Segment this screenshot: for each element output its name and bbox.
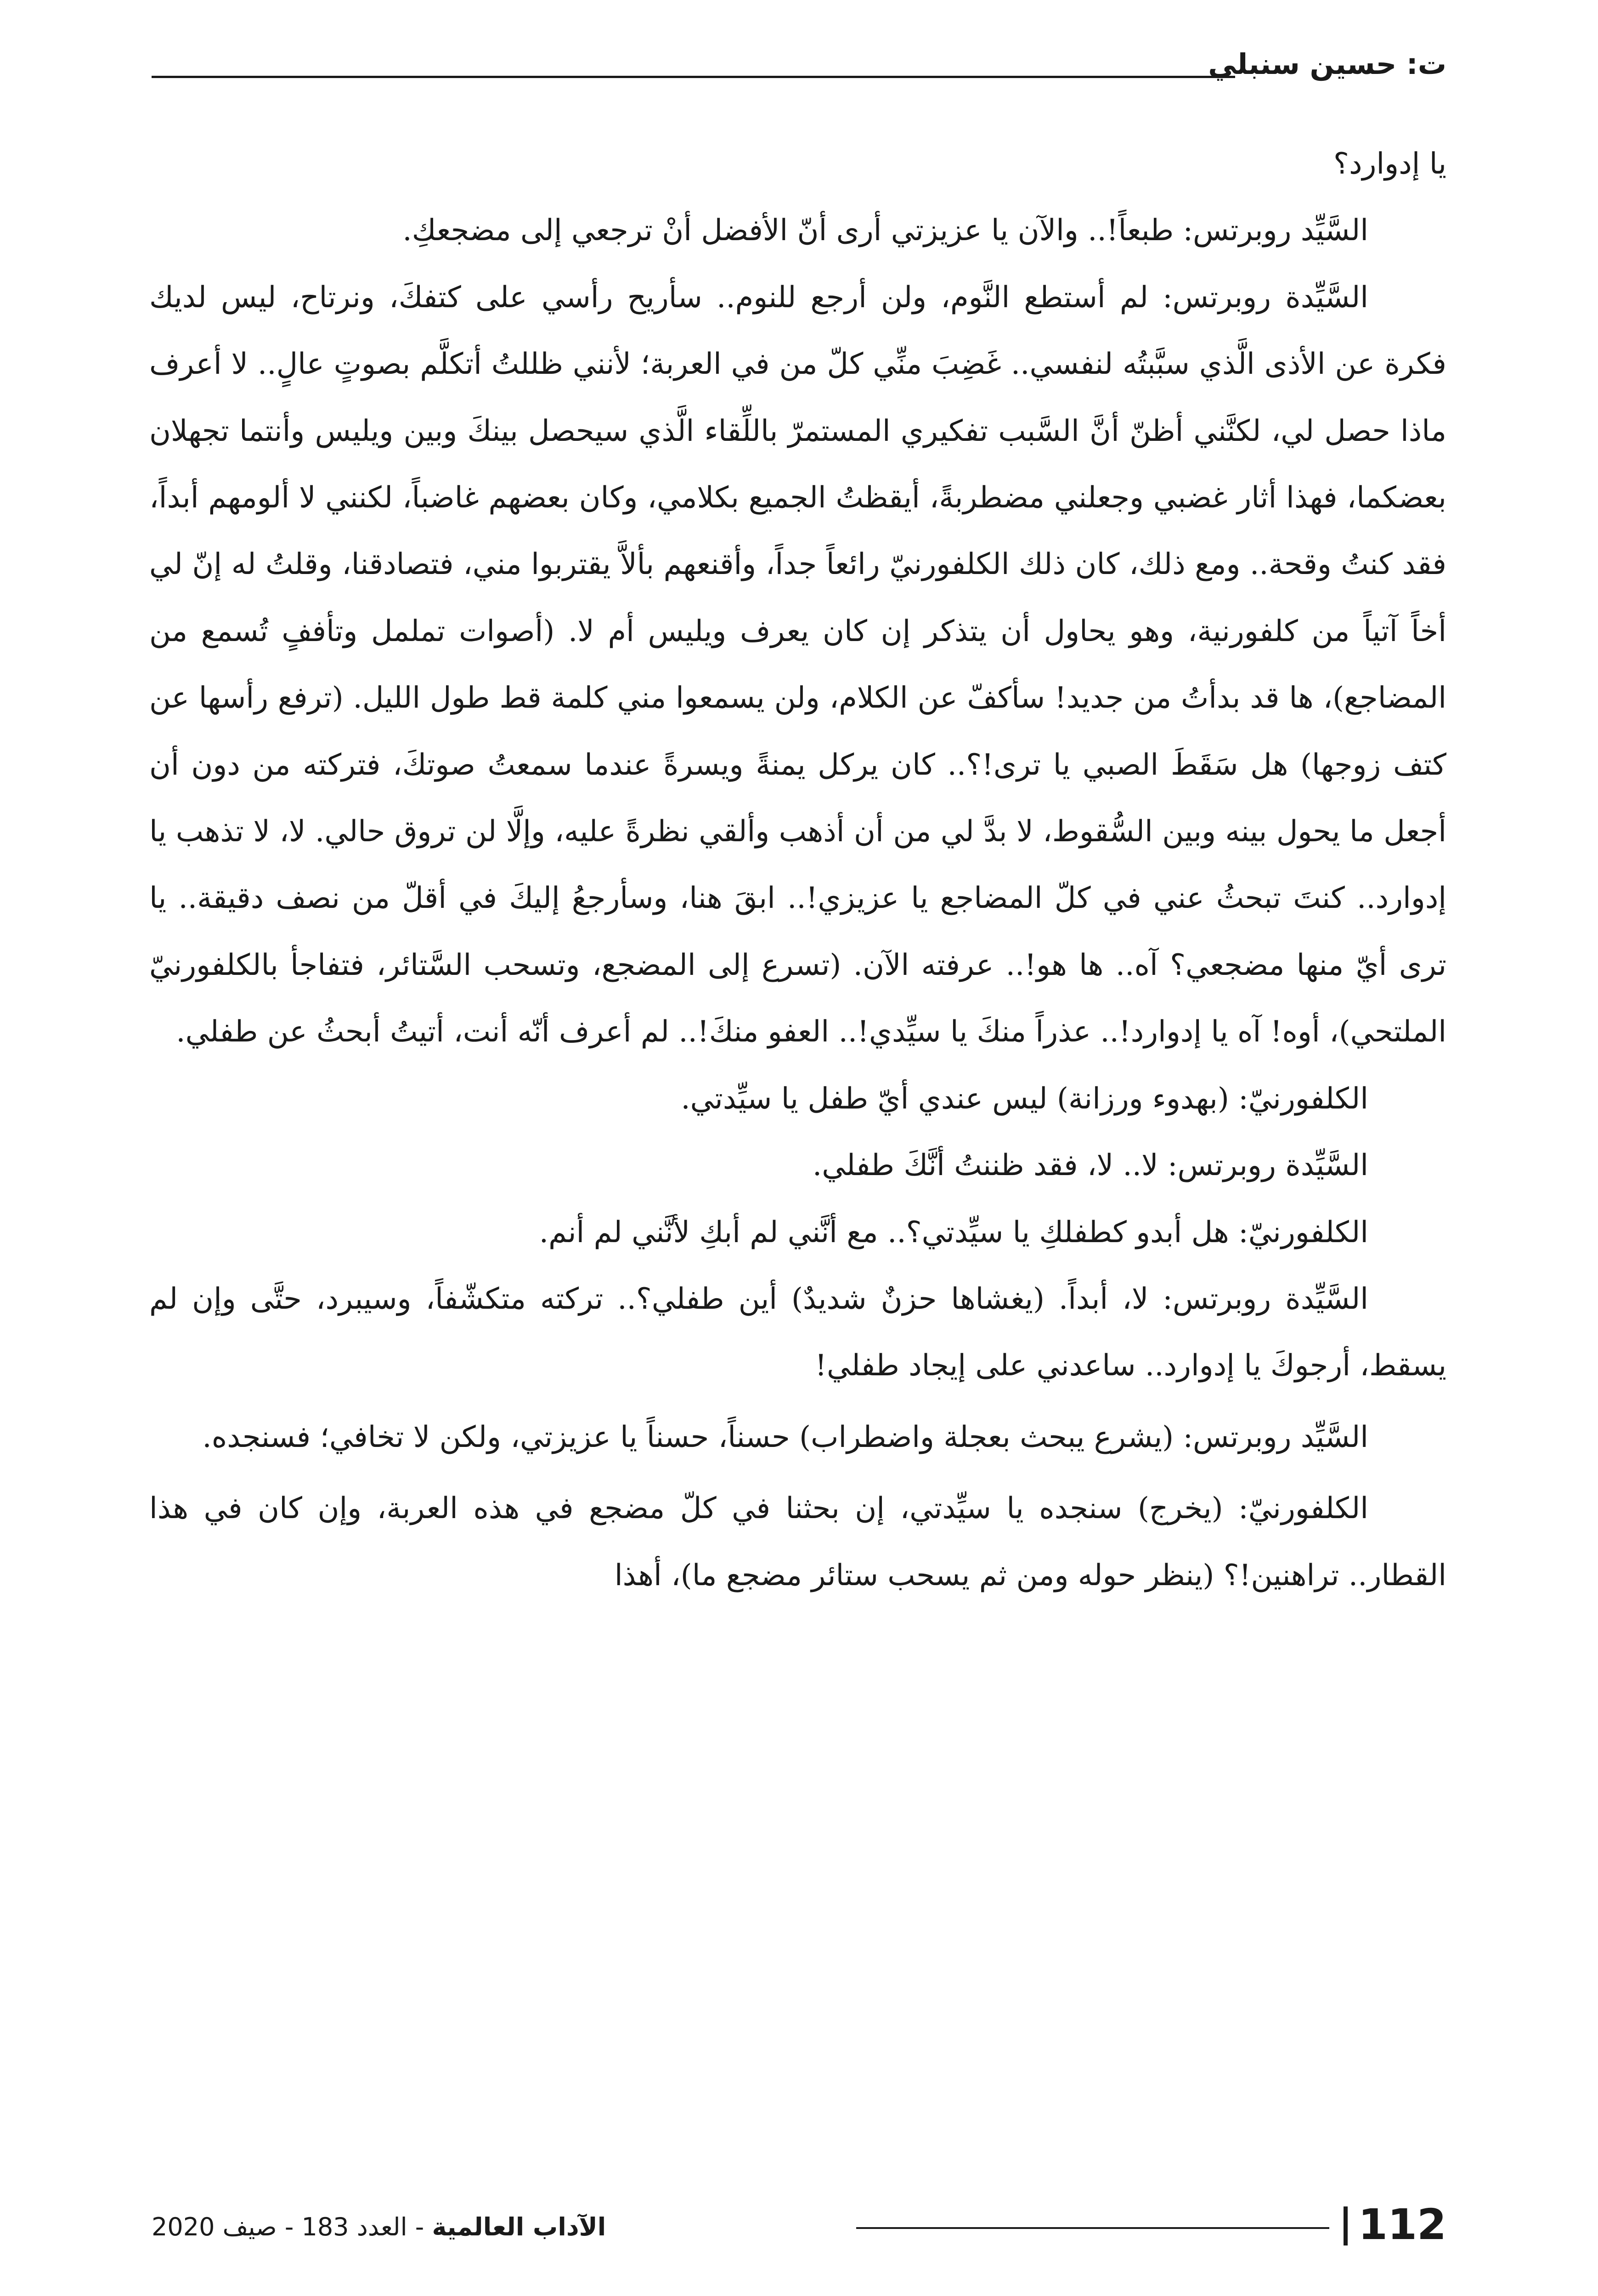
page-footer — [152, 2200, 1446, 2250]
footer-bar — [1344, 2206, 1348, 2245]
header-rule — [152, 76, 1235, 78]
paragraph: الكلفورنيّ: (يخرج) سنجده يا سيِّدتي، إن بحثنا في كلّ مضجع في هذه العربة، وإن كان في هذا القطار.. تراهنين!؟ (ينظر حوله ومن ثم يسحب ستائر مضجع ما)، أهذا — [149, 1491, 1446, 1593]
paragraph: السَّيِّدة روبرتس: لا.. لا، فقد ظننتُ أنَّكَ طفلي. — [812, 1148, 1368, 1183]
running-header — [152, 44, 1446, 85]
paragraph: السَّيِّد روبرتس: (يشرع يبحث بعجلة واضطراب) حسناً، حسناً يا عزيزتي، ولكن لا تخافي؛ فسنجده. — [202, 1420, 1368, 1454]
paragraph: السَّيِّدة روبرتس: لم أستطع النَّوم، ولن أرجع للنوم.. سأريح رأسي على كتفكَ، ونرتاح، ليس لديك فكرة عن الأذى الَّذي سبَّبتُه لنفسي.. غَضِبَ منِّي كلّ من في العربة؛ لأنني ظللتُ أتكلَّم بصوتٍ عالٍ.. لا أعرف ماذا حصل لي، لكنَّني أظنّ أنَّ السَّبب تفكيري المستمرّ باللِّقاء الَّذي سيحصل بينكَ وبين ويليس وأنتما تجهلان بعضكما، فهذا أثار غضبي وجعلني مضطربةً، أيقظتُ الجميع بكلامي، وكان بعضهم غاضباً، لكنني لا ألومهم أبداً، فقد كنتُ وقحة.. ومع ذلك، كان ذلك الكلفورنيّ رائعاً جداً، وأقنعهم بألاَّ يقتربوا مني، فتصادقنا، وقلتُ له إنّ لي أخاً آتياً من كلفورنية، وهو يحاول أن يتذكر إن كان يعرف ويليس أم لا. (أصوات تململ وتأففٍ تُسمع من المضاجع)، ها قد بدأتُ من جديد! سأكفّ عن الكلام، ولن يسمعوا مني كلمة قط طول الليل. (ترفع رأسها عن كتف زوجها) هل سَقَطَ الصبي يا ترى!؟.. كان يركل يمنةً ويسرةً عندما سمعتُ صوتكَ، فتركته من دون أن أجعل ما يحول بينه وبين السُّقوط، لا بدَّ لي من أن أذهب وألقي نظرةً عليه، وإلَّا لن تروق حالي. لا، لا تذهب يا إدوارد.. كنتَ تبحثُ عني في كلّ المضاجع يا عزيزي!.. ابقَ هنا، وسأرجعُ إليكَ في أقلّ من نصف دقيقة.. يا ترى أيّ منها مضجعي؟ آه.. ها هو!.. عرفته الآن. (تسرع إلى المضجع، وتسحب السَّتائر، فتفاجأ بالكلفورنيّ الملتحي)، أوه! آه يا إدوارد!.. عذراً منكَ يا سيِّدي!.. العفو منكَ!.. لم أعرف أنّه أنت، أتيتُ أبحثُ عن طفلي. — [149, 280, 1447, 1049]
paragraph: السَّيِّدة روبرتس: لا، أبداً. (يغشاها حزنٌ شديدٌ) أين طفلي؟.. تركته متكشّفاً، وسيبرد، حتَّى وإن لم يسقط، أرجوكَ يا إدوارد.. ساعدني على إيجاد طفلي! — [149, 1282, 1446, 1383]
paragraph: السَّيِّد روبرتس: طبعاً!.. والآن يا عزيزتي أرى أنّ الأفضل أنْ ترجعي إلى مضجعكِ. — [402, 214, 1368, 248]
body-text — [149, 131, 1446, 1609]
paragraph: يا إدوارد؟ — [1333, 147, 1446, 181]
paragraph: الكلفورنيّ: هل أبدو كطفلكِ يا سيِّدتي؟.. مع أنَّني لم أبكِ لأنَّني لم أنم. — [539, 1215, 1368, 1249]
journal-info — [152, 2206, 606, 2248]
translator-name: ت: حسين سنبلي — [1208, 47, 1446, 81]
paragraph: الكلفورنيّ: (بهدوء ورزانة) ليس عندي أيّ طفل يا سيِّدتي. — [681, 1081, 1368, 1116]
footer-rule — [856, 2227, 1329, 2229]
journal-title: الآداب العالمية — [432, 2212, 606, 2241]
issue-info: - العدد 183 - صيف 2020 — [152, 2212, 424, 2241]
page-number: 112 — [1358, 2200, 1446, 2249]
